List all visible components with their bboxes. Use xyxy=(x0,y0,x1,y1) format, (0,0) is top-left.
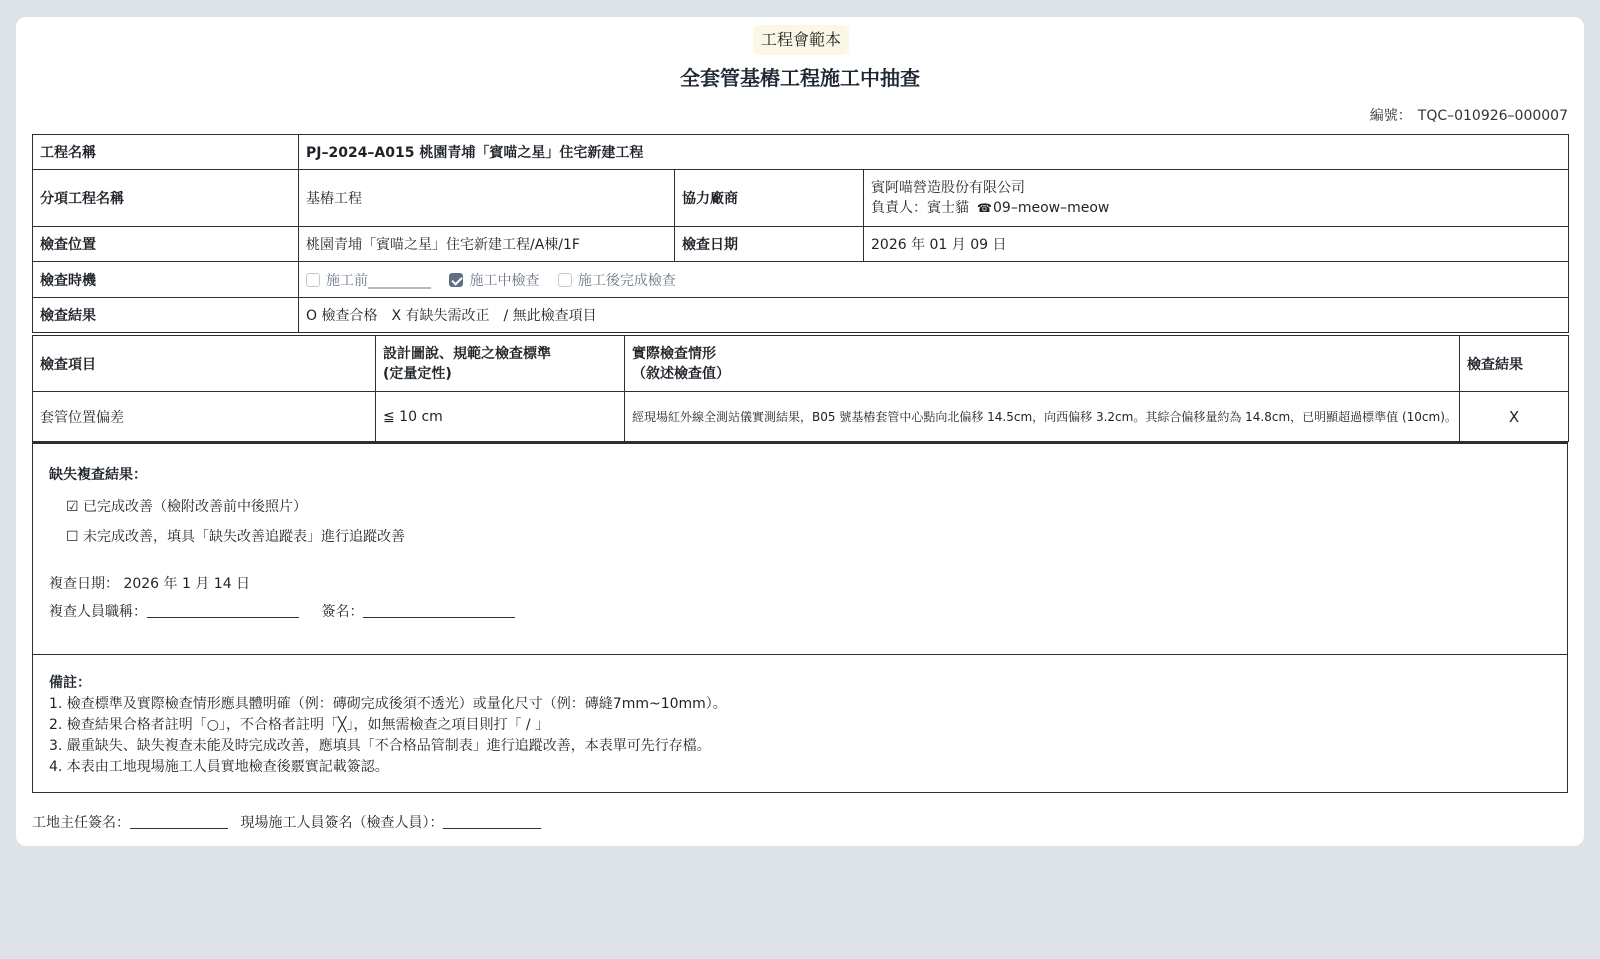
note-item: 1. 檢查標準及實際檢查情形應具體明確（例：磚砌完成後須不透光）或量化尺寸（例：磚縫7mm~10mm）。 xyxy=(49,696,727,712)
table-row xyxy=(33,135,1569,170)
checkbox-icon[interactable] xyxy=(306,273,320,287)
notes-section xyxy=(32,654,1568,793)
project-info-table xyxy=(32,134,1569,333)
table-row xyxy=(33,227,1569,262)
result-legend: O 檢查合格 X 有缺失需改正 / 無此檢查項目 xyxy=(299,298,1569,333)
column-header-standard: 設計圖說、規範之檢查標準 (定量定性) xyxy=(376,336,625,392)
review-signature-line xyxy=(49,601,515,621)
site-manager-sign-field[interactable] xyxy=(130,815,228,829)
reviewer-title-field[interactable] xyxy=(147,604,299,618)
review-date-label: 複查日期： xyxy=(49,576,119,592)
inspection-result: X xyxy=(1460,392,1569,442)
review-section xyxy=(32,442,1568,655)
table-row xyxy=(33,298,1569,333)
review-date xyxy=(49,573,250,593)
contractor-phone: 09–meow–meow xyxy=(993,200,1110,216)
contractor-name: 賓阿喵營造股份有限公司 xyxy=(871,180,1025,196)
table-row xyxy=(33,262,1569,298)
table-header-row xyxy=(33,336,1569,392)
reviewer-sign-field[interactable] xyxy=(363,604,515,618)
date-value: 2026 年 01 月 09 日 xyxy=(864,227,1569,262)
timing-option-during[interactable]: 施工中檢查 xyxy=(449,273,539,289)
date-label: 檢查日期 xyxy=(675,227,864,262)
reviewer-sign-label: 簽名： xyxy=(321,604,364,620)
project-name-label: 工程名稱 xyxy=(33,135,299,170)
contractor-cell xyxy=(864,170,1569,227)
column-header-actual: 實際檢查情形 （敘述檢查值） xyxy=(625,336,1460,392)
inspector-label: 現場施工人員簽名（檢查人員）： xyxy=(240,815,444,831)
timing-options xyxy=(299,262,1569,298)
review-date-value: 2026 年 1 月 14 日 xyxy=(123,576,251,592)
note-item: 2. 檢查結果合格者註明「○」，不合格者註明「╳」，如無需檢查之項目則打「 / 」 xyxy=(49,717,550,733)
column-header-item: 檢查項目 xyxy=(33,336,376,392)
review-option-done[interactable]: ☑ 已完成改善（檢附改善前中後照片） xyxy=(66,499,307,515)
checkbox-icon[interactable] xyxy=(558,273,572,287)
review-title: 缺失複查結果： xyxy=(49,467,147,483)
page-title: 全套管基樁工程施工中抽查 xyxy=(680,66,920,90)
reviewer-title-label: 複查人員職稱： xyxy=(49,604,147,620)
location-label: 檢查位置 xyxy=(33,227,299,262)
inspection-item: 套管位置偏差 xyxy=(33,392,376,442)
sub-project-label: 分項工程名稱 xyxy=(33,170,299,227)
inspection-standard: ≦ 10 cm xyxy=(376,392,625,442)
location-value: 桃園青埔「賓喵之星」住宅新建工程/A棟/1F xyxy=(299,227,675,262)
contractor-person: 負責人：賓士貓 xyxy=(871,200,969,216)
checkbox-checked-icon[interactable] xyxy=(449,273,463,287)
column-header-result: 檢查結果 xyxy=(1460,336,1569,392)
sub-project-value: 基樁工程 xyxy=(299,170,675,227)
table-row xyxy=(33,392,1569,442)
notes-title: 備註： xyxy=(49,675,91,691)
timing-option-before[interactable]: 施工前_________ xyxy=(306,273,431,289)
note-item: 3. 嚴重缺失、缺失複查未能及時完成改善，應填具「不合格品管制表」進行追蹤改善，本表單可先行存檔。 xyxy=(49,738,711,754)
note-item: 4. 本表由工地現場施工人員實地檢查後覈實記載簽認。 xyxy=(49,759,389,775)
document-number-label: 編號： xyxy=(1369,108,1412,124)
table-row xyxy=(33,170,1569,227)
signature-line xyxy=(32,812,541,832)
site-manager-label: 工地主任簽名： xyxy=(32,815,130,831)
template-badge: 工程會範本 xyxy=(753,25,849,55)
contractor-label: 協力廠商 xyxy=(675,170,864,227)
result-label: 檢查結果 xyxy=(33,298,299,333)
timing-option-after[interactable]: 施工後完成檢查 xyxy=(558,273,676,289)
review-option-pending[interactable]: ☐ 未完成改善，填具「缺失改善追蹤表」進行追蹤改善 xyxy=(66,529,405,545)
document-number-value: TQC–010926–000007 xyxy=(1417,108,1568,124)
timing-label: 檢查時機 xyxy=(33,262,299,298)
phone-icon: ☎ xyxy=(977,201,992,215)
inspection-table xyxy=(32,335,1569,442)
contractor-contact xyxy=(871,198,1561,218)
project-name-value: PJ–2024–A015 桃園青埔「賓喵之星」住宅新建工程 xyxy=(299,135,1569,170)
inspection-actual: 經現場紅外線全測站儀實測結果，B05 號基樁套管中心點向北偏移 14.5cm，向西偏移 3.2cm。其綜合偏移量約為 14.8cm，已明顯超過標準值 (10cm)。 xyxy=(625,392,1460,442)
document-number xyxy=(1364,105,1568,125)
inspector-sign-field[interactable] xyxy=(443,815,541,829)
